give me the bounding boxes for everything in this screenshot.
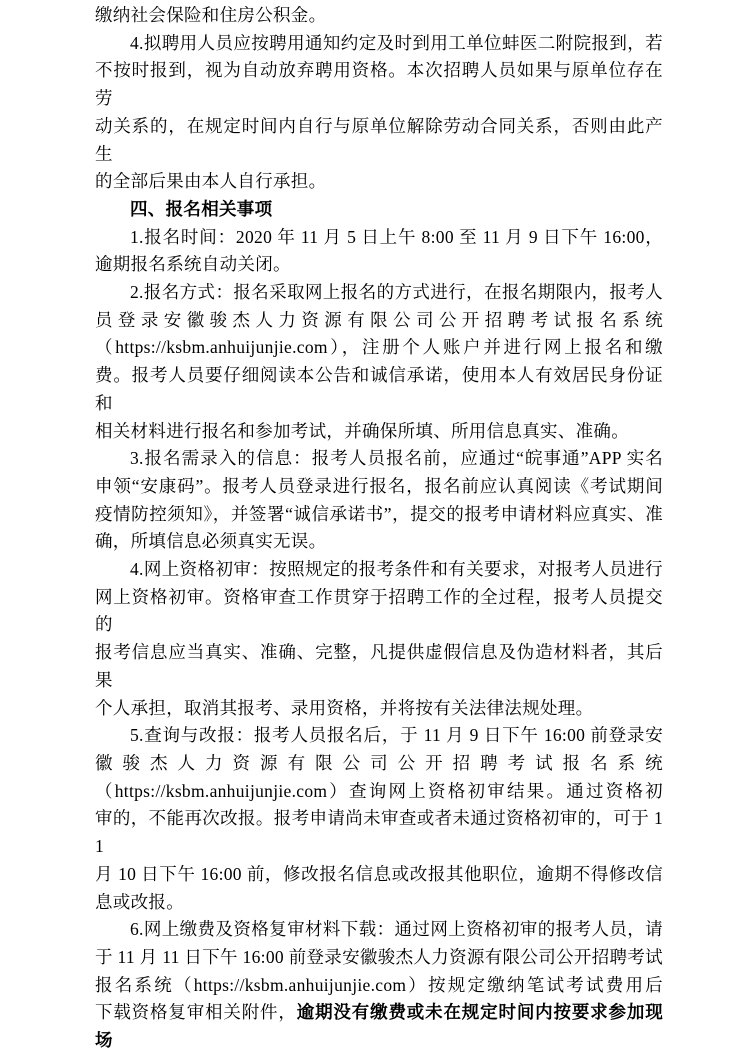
text-line (95, 418, 663, 446)
url-line (95, 972, 663, 1000)
text-segment: 息或改报。 (95, 891, 184, 912)
bold-text-segment: 四、报名相关事项 (130, 198, 273, 219)
text-line (95, 695, 663, 723)
text-segment: 逾期报名系统自动关闭。 (95, 254, 291, 275)
text-line (95, 944, 663, 972)
text-segment: 月 10 日下午 16:00 前，修改报名信息或改报其他职位，逾期不得修改信 (95, 863, 663, 884)
text-line (95, 556, 663, 584)
url-line (95, 778, 663, 806)
text-segment: 4.网上资格初审：按照规定的报考条件和有关要求，对报考人员进行 (130, 559, 663, 580)
text-segment: 6.网上缴费及资格复审材料下载：通过网上资格初审的报考人员，请 (130, 919, 663, 940)
text-segment: 的全部后果由本人自行承担。 (95, 171, 327, 192)
text-segment: 于 11 月 11 日下午 16:00 前登录安徽骏杰人力资源有限公司公开招聘考试 (95, 946, 663, 967)
text-line (95, 168, 663, 196)
document-body (95, 2, 663, 1055)
url-line (95, 334, 663, 362)
text-line (95, 307, 663, 335)
text-segment: 费。报考人员要仔细阅读本公告和诚信承诺，使用本人有效居民身份证和 (95, 365, 663, 413)
text-line (95, 362, 663, 417)
text-segment: 2.报名方式：报名采取网上报名的方式进行，在报名期限内，报考人 (130, 282, 663, 303)
text-segment: 报名系统（https://ksbm.anhuijunjie.com）按规定缴纳笔试考试费用后 (95, 974, 663, 995)
text-line (95, 473, 663, 501)
text-segment: 申领“安康码”。报考人员登录进行报名，报名前应认真阅读《考试期间 (95, 475, 663, 496)
text-line (95, 584, 663, 639)
text-segment: （https://ksbm.anhuijunjie.com），注册个人账户并进行网上报名和缴 (95, 337, 663, 358)
text-line (95, 224, 663, 252)
text-line (95, 916, 663, 944)
text-segment: 5.查询与改报：报考人员报名后，于 11 月 9 日下午 16:00 前登录安 (130, 725, 663, 746)
text-line (95, 2, 663, 30)
bold-text-segment: 逾期没有缴费或未在规定时间内按要求参加现场 (95, 1002, 664, 1051)
text-segment: 审的，不能再次改报。报考申请尚未审查或者未通过资格初审的，可于 11 (95, 808, 663, 857)
text-line (95, 805, 663, 860)
text-line (95, 889, 663, 917)
section-heading (95, 196, 663, 224)
text-segment: 确，所填信息必须真实无误。 (95, 531, 327, 552)
text-segment: 不按时报到，视为自动放弃聘用资格。本次招聘人员如果与原单位存在劳 (95, 60, 663, 109)
text-segment: 3.报名需录入的信息：报考人员报名前，应通过“皖事通”APP 实名 (130, 448, 663, 469)
text-line (95, 861, 663, 889)
text-line (95, 57, 663, 112)
text-line (95, 528, 663, 556)
text-line (95, 251, 663, 279)
partial-bold-line (95, 999, 663, 1054)
text-segment: 徽骏杰人力资源有限公司公开招聘考试报名系统 (95, 752, 663, 773)
text-segment: 1.报名时间：2020 年 11 月 5 日上午 8:00 至 11 月 9 日下午 16:00， (130, 226, 663, 247)
text-segment: （https://ksbm.anhuijunjie.com）查询网上资格初审结果。通过资格初 (95, 780, 663, 801)
text-line (95, 445, 663, 473)
text-segment: 网上资格初审。资格审查工作贯穿于招聘工作的全过程，报考人员提交的 (95, 586, 663, 635)
text-line (95, 722, 663, 750)
text-segment: 动关系的，在规定时间内自行与原单位解除劳动合同关系，否则由此产生 (95, 115, 663, 164)
text-line (95, 750, 663, 778)
text-segment: 疫情防控须知》，并签署“诚信承诺书”，提交的报考申请材料应真实、准 (95, 503, 663, 524)
text-segment: 个人承担，取消其报考、录用资格，并将按有关法律法规处理。 (95, 697, 594, 718)
text-segment: 缴纳社会保险和住房公积金。 (95, 5, 327, 25)
text-segment: 报考信息应当真实、准确、完整，凡提供虚假信息及伪造材料者，其后果 (95, 642, 663, 690)
text-line (95, 113, 663, 168)
text-segment: 员登录安徽骏杰人力资源有限公司公开招聘考试报名系统 (95, 309, 663, 330)
text-segment: 下载资格复审相关附件， (95, 1002, 297, 1023)
text-segment: 相关材料进行报名和参加考试，并确保所填、所用信息真实、准确。 (95, 420, 629, 441)
text-line (95, 30, 663, 58)
text-segment: 4.拟聘用人员应按聘用通知约定及时到用工单位蚌医二附院报到，若 (130, 32, 663, 53)
text-line (95, 501, 663, 529)
text-line (95, 279, 663, 307)
text-line (95, 639, 663, 694)
